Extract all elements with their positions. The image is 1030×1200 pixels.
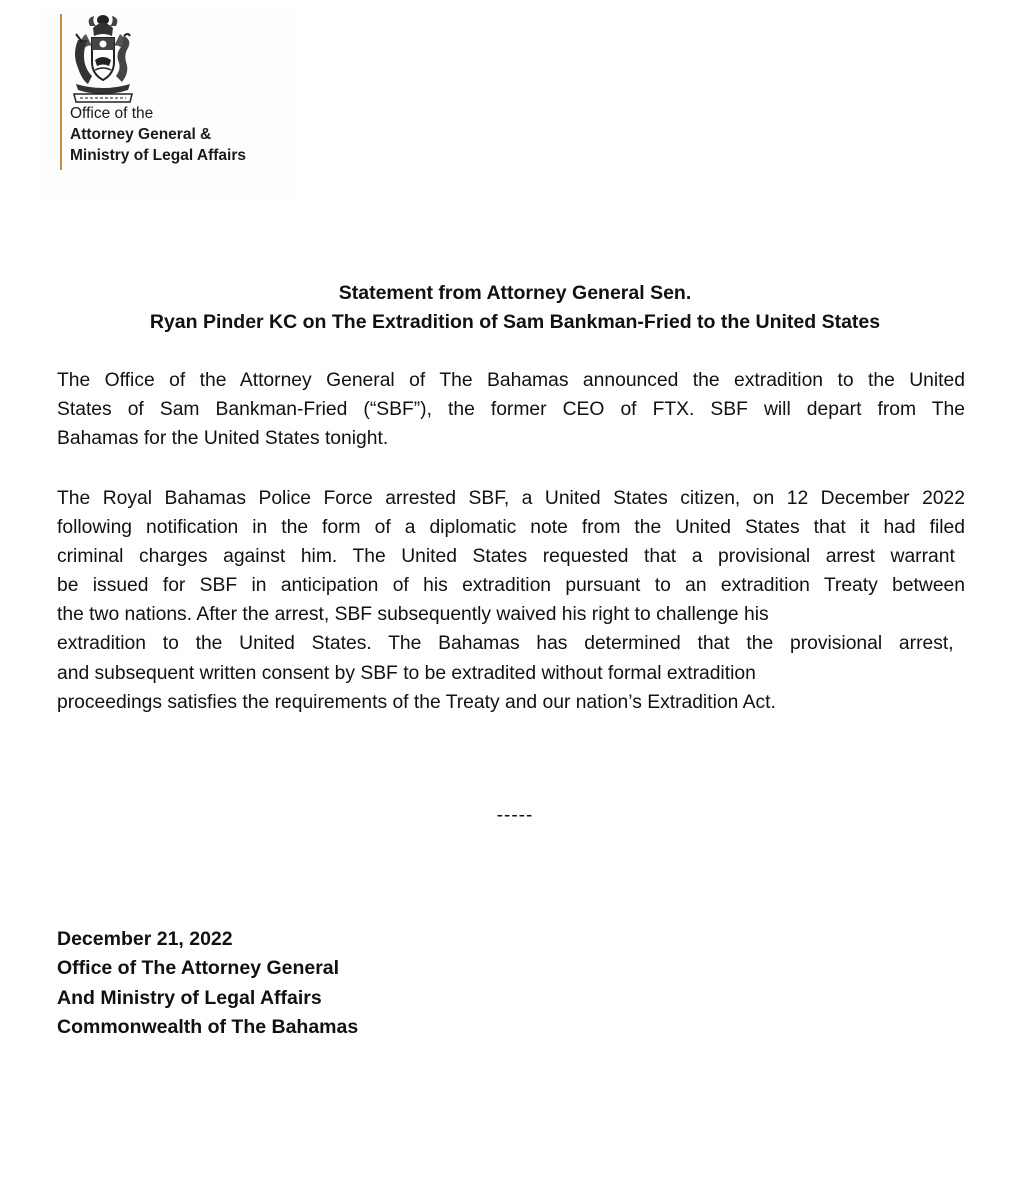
paragraph-2-line: and subsequent written consent by SBF to be extradited without formal extradition xyxy=(57,662,756,684)
bahamas-coat-of-arms-icon xyxy=(68,10,138,106)
statement-title xyxy=(0,279,1030,337)
letterhead-line-1: Office of the xyxy=(70,105,154,122)
title-line-2: Ryan Pinder KC on The Extradition of Sam Bankman-Fried to the United States xyxy=(149,311,881,333)
paragraph-1-line: States of Sam Bankman-Fried (“SBF”), the former CEO of FTX. SBF will depart from The xyxy=(57,399,965,421)
paragraph-1-line: Bahamas for the United States tonight. xyxy=(57,428,389,450)
paragraph-2-line: following notification in the form of a diplomatic note from the United States that it had filed xyxy=(57,517,965,539)
signature-date: December 21, 2022 xyxy=(57,928,233,950)
letterhead-rule xyxy=(60,14,62,170)
paragraph-2 xyxy=(57,484,965,717)
signature-line-2: And Ministry of Legal Affairs xyxy=(57,986,322,1009)
section-separator: ----- xyxy=(496,805,534,826)
letterhead-line-3: Ministry of Legal Affairs xyxy=(70,147,246,164)
paragraph-2-line: the two nations. After the arrest, SBF subsequently waived his right to challenge his xyxy=(57,604,769,626)
paragraph-2-line: be issued for SBF in anticipation of his extradition pursuant to an extradition Treaty between xyxy=(57,575,965,597)
letterhead xyxy=(42,8,297,198)
paragraph-1-line: The Office of the Attorney General of The Bahamas announced the extradition to the United xyxy=(57,370,965,391)
signature-line-3: Commonwealth of The Bahamas xyxy=(57,1015,359,1038)
signature-block xyxy=(57,925,358,1042)
letterhead-line-2: Attorney General & xyxy=(70,126,212,143)
paragraph-2-line: extradition to the United States. The Bahamas has determined that the provisional arrest, xyxy=(57,633,954,655)
paragraph-1 xyxy=(57,366,965,453)
signature-line-1: Office of The Attorney General xyxy=(57,957,340,980)
paragraph-2-line: criminal charges against him. The United States requested that a provisional arrest warrant xyxy=(57,546,955,568)
paragraph-2-line: proceedings satisfies the requirements of the Treaty and our nation’s Extradition Act. xyxy=(57,691,776,713)
paragraph-2-line: The Royal Bahamas Police Force arrested SBF, a United States citizen, on 12 December 2022 xyxy=(57,488,965,509)
title-line-1: Statement from Attorney General Sen. xyxy=(338,282,692,304)
letterhead-office-name xyxy=(70,103,246,166)
